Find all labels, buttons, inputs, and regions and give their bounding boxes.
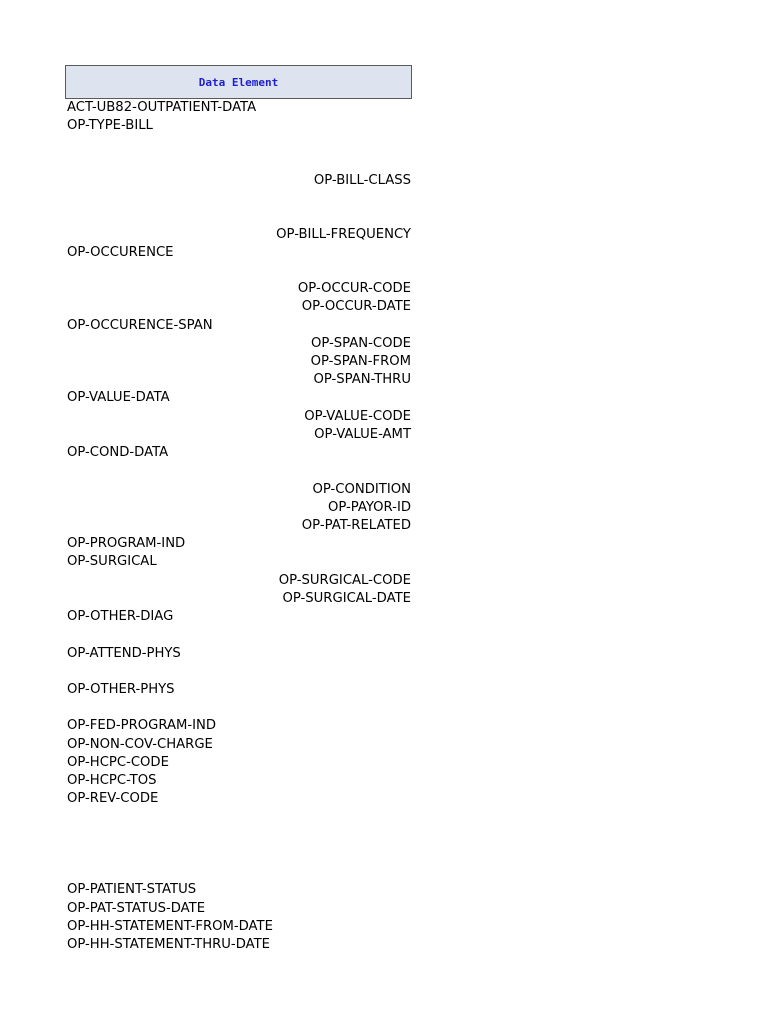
data-element-row: OP-BILL-FREQUENCY — [276, 227, 411, 242]
data-element-row: OP-OTHER-PHYS — [67, 682, 175, 697]
data-element-row: OP-PAT-STATUS-DATE — [67, 901, 206, 916]
data-element-row: OP-CONDITION — [312, 482, 411, 497]
data-element-row: OP-OCCUR-DATE — [301, 299, 411, 314]
data-element-row: OP-BILL-CLASS — [313, 173, 411, 188]
data-element-row: OP-HCPC-CODE — [67, 755, 169, 770]
data-element-row: ACT-UB82-OUTPATIENT-DATA — [67, 100, 257, 115]
data-element-row: OP-PROGRAM-IND — [67, 536, 186, 551]
data-element-row: OP-SURGICAL-CODE — [278, 573, 411, 588]
data-element-row: OP-VALUE-DATA — [67, 390, 170, 405]
data-element-row: OP-VALUE-AMT — [314, 427, 411, 442]
data-element-row: OP-OTHER-DIAG — [67, 609, 174, 624]
data-element-row: OP-HH-STATEMENT-FROM-DATE — [67, 919, 273, 934]
data-element-row: OP-SPAN-THRU — [313, 372, 411, 387]
data-element-row: OP-SURGICAL — [67, 554, 157, 569]
data-element-row: OP-OCCUR-CODE — [297, 281, 411, 296]
data-element-row: OP-PATIENT-STATUS — [67, 882, 197, 897]
data-element-row: OP-VALUE-CODE — [304, 409, 411, 424]
data-element-row: OP-SURGICAL-DATE — [282, 591, 411, 606]
data-element-row: OP-ATTEND-PHYS — [67, 646, 181, 661]
data-element-row: OP-SPAN-CODE — [311, 336, 411, 351]
data-element-row: OP-NON-COV-CHARGE — [67, 737, 213, 752]
data-element-row: OP-COND-DATA — [67, 445, 169, 460]
data-element-row: OP-OCCURENCE-SPAN — [67, 318, 213, 333]
data-element-row: OP-PAT-RELATED — [301, 518, 411, 533]
data-element-row: OP-OCCURENCE — [67, 245, 174, 260]
data-element-row: OP-HH-STATEMENT-THRU-DATE — [67, 937, 270, 952]
data-element-row: OP-REV-CODE — [67, 791, 159, 806]
data-element-row: OP-PAYOR-ID — [327, 500, 411, 515]
data-element-row: OP-TYPE-BILL — [67, 118, 153, 133]
column-header-label: Data Element — [198, 75, 279, 89]
data-element-row: OP-HCPC-TOS — [67, 773, 157, 788]
data-element-row: OP-SPAN-FROM — [310, 354, 411, 369]
column-header — [65, 65, 412, 99]
data-element-row: OP-FED-PROGRAM-IND — [67, 718, 217, 733]
